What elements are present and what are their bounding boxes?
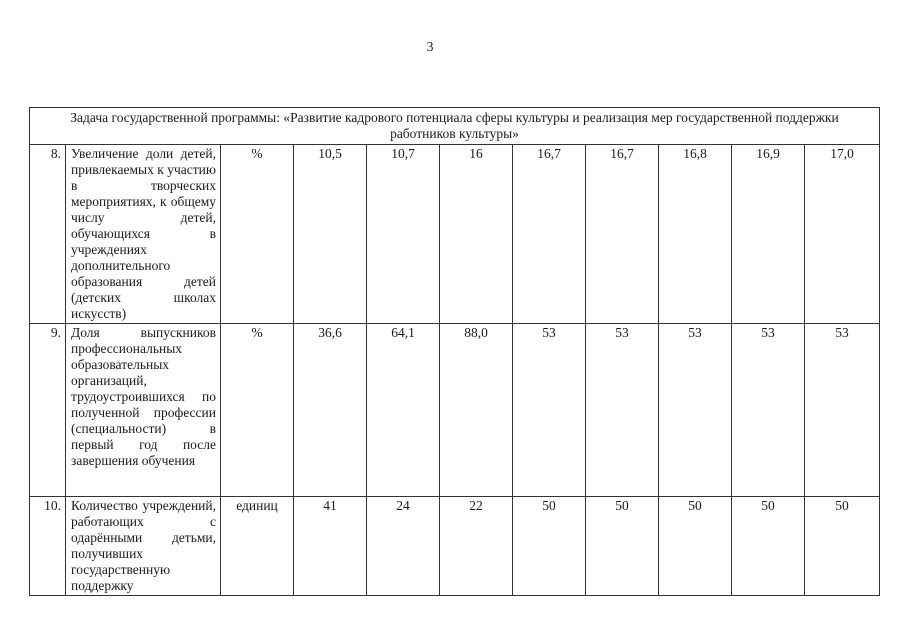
value-cell: 53 bbox=[513, 324, 586, 497]
unit-cell: единиц bbox=[221, 497, 294, 596]
value-cell: 50 bbox=[586, 497, 659, 596]
table-row bbox=[30, 324, 880, 497]
indicator-table bbox=[29, 107, 880, 596]
value-cell: 16,7 bbox=[513, 145, 586, 324]
value-cell: 36,6 bbox=[294, 324, 367, 497]
value-cell: 64,1 bbox=[367, 324, 440, 497]
task-header: Задача государственной программы: «Развитие кадрового потенциала сферы культуры и реализация мер государственной поддержки работников культуры» bbox=[30, 108, 880, 145]
value-cell: 17,0 bbox=[805, 145, 880, 324]
value-cell: 22 bbox=[440, 497, 513, 596]
value-cell: 16,8 bbox=[659, 145, 732, 324]
unit-cell: % bbox=[221, 324, 294, 497]
value-cell: 50 bbox=[805, 497, 880, 596]
page-number: 3 bbox=[426, 40, 434, 55]
value-cell: 53 bbox=[586, 324, 659, 497]
value-cell: 16 bbox=[440, 145, 513, 324]
value-cell: 41 bbox=[294, 497, 367, 596]
value-cell: 88,0 bbox=[440, 324, 513, 497]
indicator-description: Увеличение доли детей, привлекаемых к участию в творческих мероприятиях, к общему числу детей, обучающихся в учреждениях дополнительного образования детей (детских школах искусств) bbox=[66, 145, 221, 324]
value-cell: 53 bbox=[805, 324, 880, 497]
value-cell: 16,9 bbox=[732, 145, 805, 324]
row-number: 9. bbox=[30, 324, 66, 497]
value-cell: 10,5 bbox=[294, 145, 367, 324]
value-cell: 50 bbox=[732, 497, 805, 596]
value-cell: 10,7 bbox=[367, 145, 440, 324]
indicator-description: Количество учреждений, работающих с одарёнными детьми, получивших государственную поддержку bbox=[66, 497, 221, 596]
table-row bbox=[30, 145, 880, 324]
value-cell: 16,7 bbox=[586, 145, 659, 324]
value-cell: 53 bbox=[659, 324, 732, 497]
indicator-description: Доля выпускников профессиональных образовательных организаций, трудоустроившихся по полученной профессии (специальности) в первый год после завершения обучения bbox=[66, 324, 221, 497]
value-cell: 50 bbox=[513, 497, 586, 596]
table-row bbox=[30, 497, 880, 596]
task-header-row bbox=[30, 108, 880, 145]
row-number: 8. bbox=[30, 145, 66, 324]
value-cell: 24 bbox=[367, 497, 440, 596]
unit-cell: % bbox=[221, 145, 294, 324]
value-cell: 50 bbox=[659, 497, 732, 596]
value-cell: 53 bbox=[732, 324, 805, 497]
row-number: 10. bbox=[30, 497, 66, 596]
